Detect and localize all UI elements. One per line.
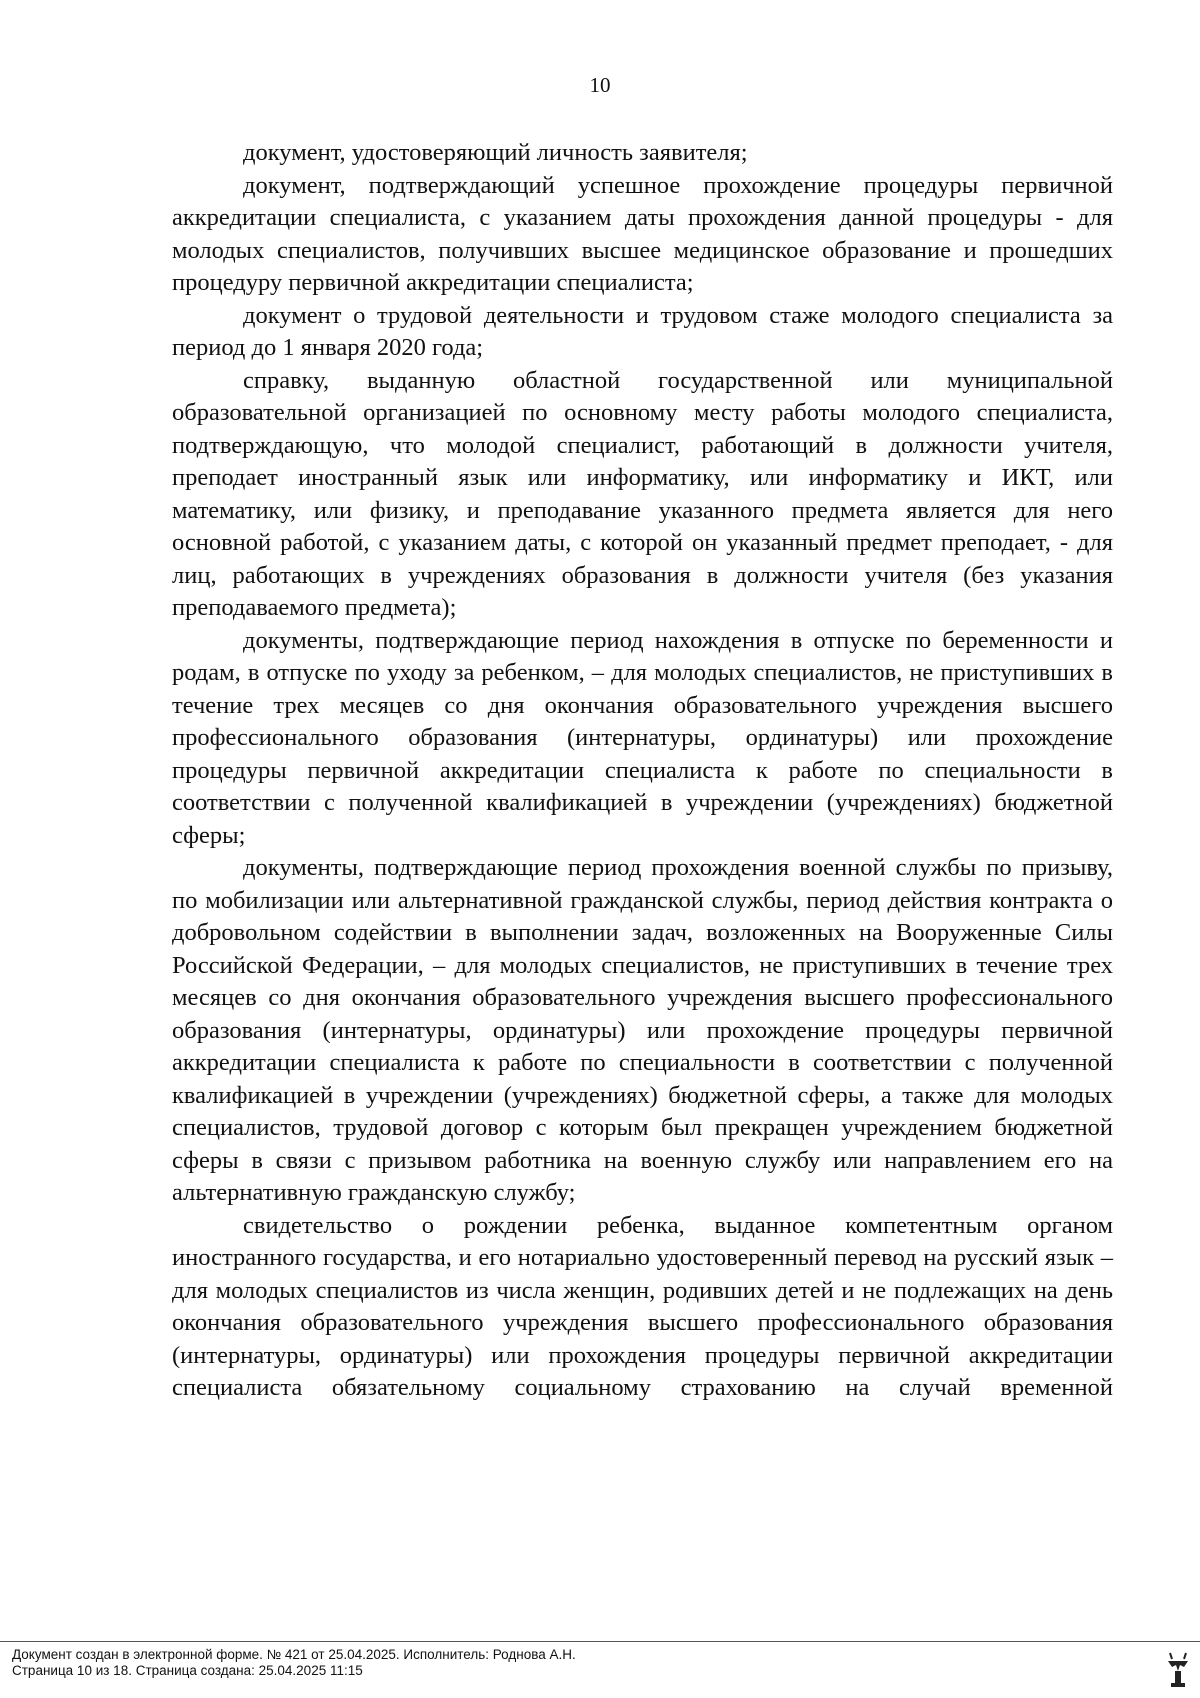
footer xyxy=(0,1641,1200,1698)
footer-text xyxy=(12,1647,576,1679)
footer-document-info: Документ создан в электронной форме. № 421 от 25.04.2025. Исполнитель: Роднова А.Н. xyxy=(12,1647,576,1662)
paragraph: документ о трудовой деятельности и трудовом стаже молодого специалиста за период до 1 января 2020 года; xyxy=(172,301,1113,361)
footer-page-info: Страница 10 из 18. Страница создана: 25.04.2025 11:15 xyxy=(12,1663,363,1678)
document-body xyxy=(172,137,1113,1405)
footer-divider xyxy=(0,1641,1200,1642)
regional-emblem-icon xyxy=(1166,1651,1190,1689)
paragraph: документы, подтверждающие период прохождения военной службы по призыву, по мобилизации или альтернативной гражданской службы, период действия контракта о добровольном содействии в выполнении задач, возложенных на Вооруженные Силы Российской Федерации, – для молодых специалистов, не приступивших в течение трех месяцев со дня окончания образовательного учреждения высшего профессионального образования (интернатуры, ординатуры) или прохождение процедуры первичной аккредитации специалиста к работе по специальности в соответствии с полученной квалификацией в учреждении (учреждениях) бюджетной сферы, а также для молодых специалистов, трудовой договор с которым был прекращен учреждением бюджетной сферы в связи с призывом работника на военную службу или направлением его на альтернативную гражданскую службу; xyxy=(172,854,1113,1206)
paragraph: документы, подтверждающие период нахождения в отпуске по беременности и родам, в отпуске по уходу за ребенком, – для молодых специалистов, не приступивших в течение трех месяцев со дня окончания образовательного учреждения высшего профессионального образования (интернатуры, ординатуры) или прохождение процедуры первичной аккредитации специалиста к работе по специальности в соответствии с полученной квалификацией в учреждении (учреждениях) бюджетной сферы; xyxy=(172,626,1113,849)
page-number: 10 xyxy=(589,73,611,97)
paragraph: свидетельство о рождении ребенка, выданное компетентным органом иностранного государства, и его нотариально удостоверенный перевод на русский язык – для молодых специалистов из числа женщин, родивших детей и не подлежащих на день окончания образовательного учреждения высшего профессионального образования (интернатуры, ординатуры) или прохождения процедуры первичной аккредитации специалиста обязательному социальному страхованию на случай временной xyxy=(172,1211,1113,1401)
paragraph: документ, удостоверяющий личность заявителя; xyxy=(243,139,748,166)
paragraph: справку, выданную областной государственной или муниципальной образовательной организацией по основному месту работы молодого специалиста, подтверждающую, что молодой специалист, работающий в должности учителя, преподает иностранный язык или информатику, или информатику и ИКТ, или математику, или физику, и преподавание указанного предмета является для него основной работой, с указанием даты, с которой он указанный предмет преподает, - для лиц, работающих в учреждениях образования в должности учителя (без указания преподаваемого предмета); xyxy=(172,366,1113,621)
paragraph: документ, подтверждающий успешное прохождение процедуры первичной аккредитации специалиста, с указанием даты прохождения данной процедуры - для молодых специалистов, получивших высшее медицинское образование и прошедших процедуру первичной аккредитации специалиста; xyxy=(172,171,1113,296)
